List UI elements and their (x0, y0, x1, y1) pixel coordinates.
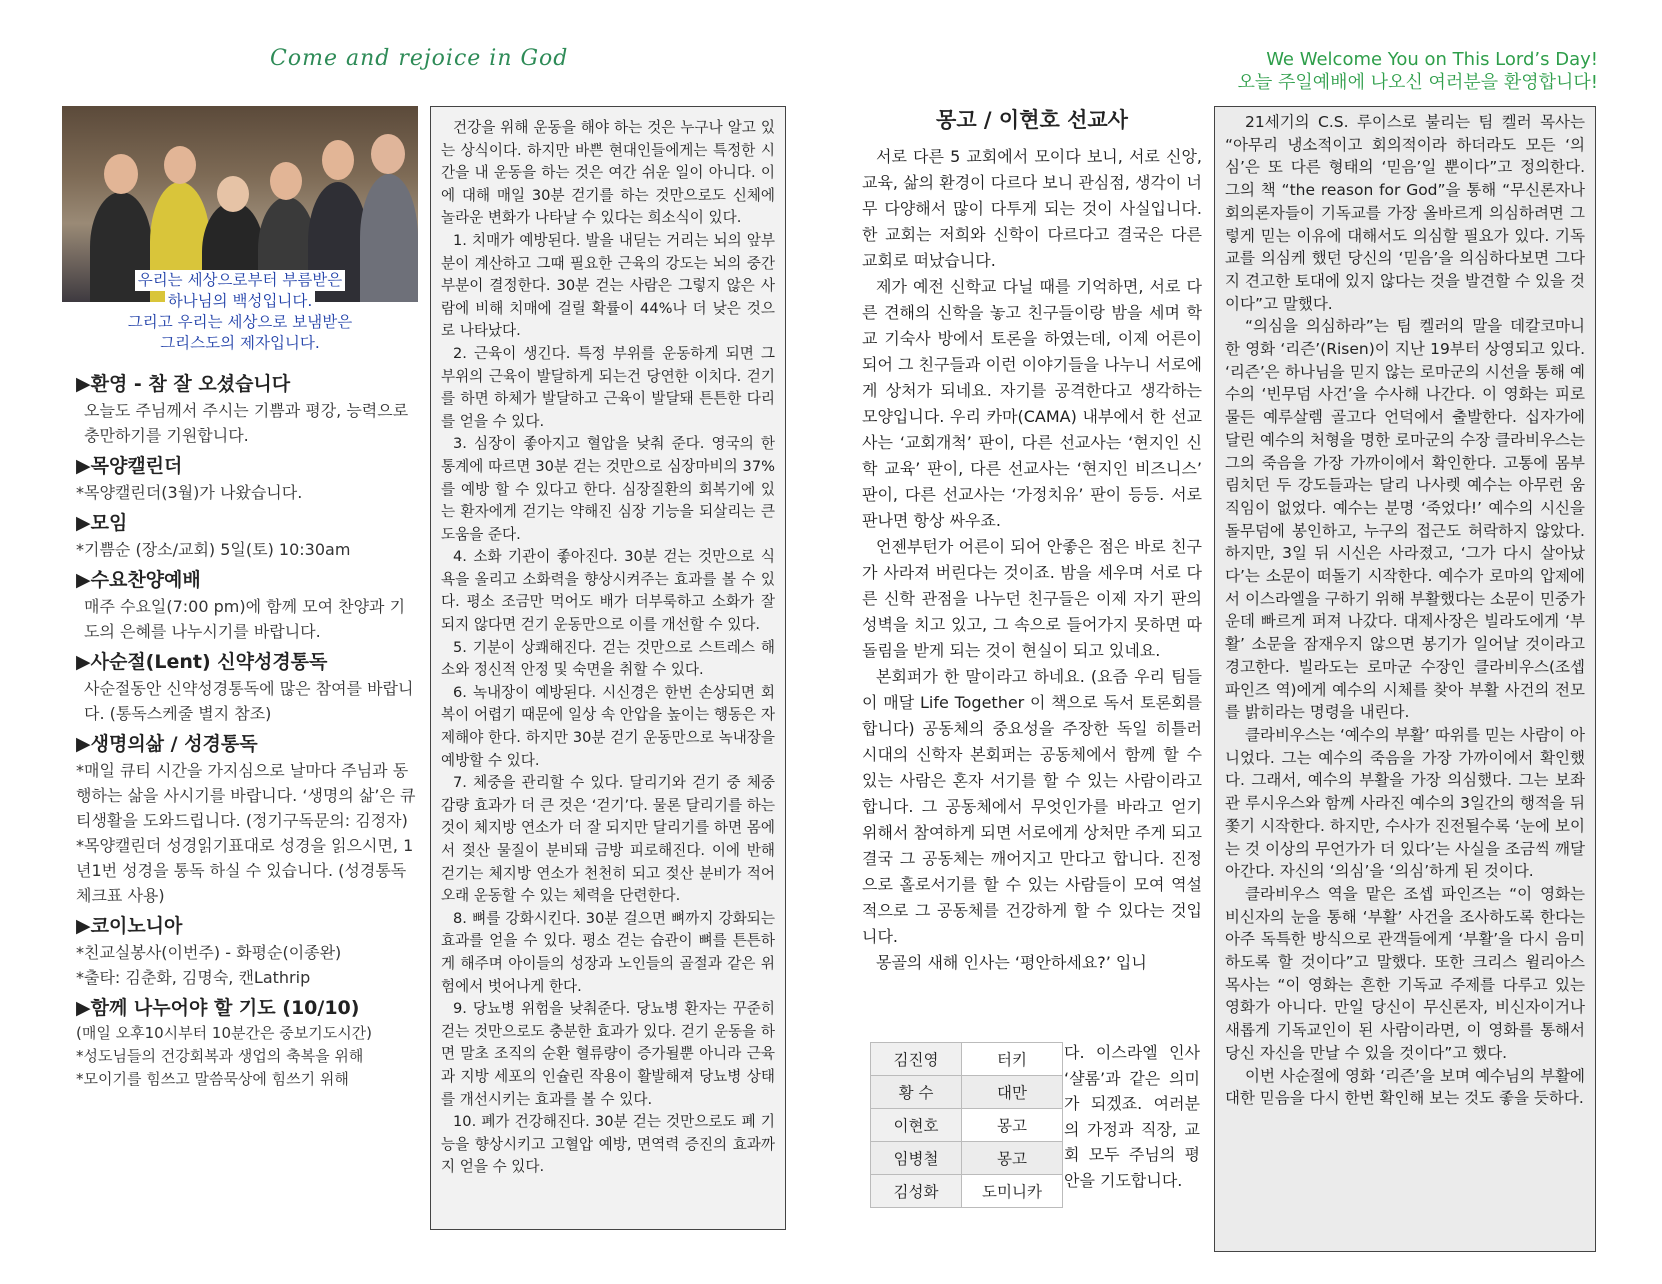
table-row (871, 1142, 1063, 1175)
missionary-country: 대만 (962, 1076, 1063, 1109)
section-body: *매일 큐티 시간을 가지심으로 날마다 주님과 동행하는 삶을 사시기를 바랍니다. ‘생명의 삶’은 큐티생활을 도와드립니다. (정기구독문의: 김정자) (76, 761, 416, 830)
section-title: ▶수요찬양예배 (76, 569, 201, 591)
missionary-country: 몽고 (962, 1142, 1063, 1175)
section-body: *성도님들의 건강회복과 생업의 축복을 위해 (76, 1047, 364, 1065)
announcements-column (76, 366, 416, 1091)
missionary-country: 몽고 (962, 1109, 1063, 1142)
section-title: ▶코이노니아 (76, 915, 183, 937)
article-paragraph: 제가 예전 신학교 다닐 때를 기억하면, 서로 다른 견해의 신학을 놓고 친구들이랑 밤을 세며 학교 기숙사 방에서 토론을 하였는데, 이제 어른이 되어 그 친구들과 이런 이야기들을 나누니 서로에게 상처가 되네요. 자기를 공격한다고 생각하는 모양입니다. 우리 카마(CAMA) 내부에서 한 선교사는 ‘교회개척’ 판이, 다른 선교사는 ‘현지인 신학 교육’ 판이, 다른 선교사는 ‘현지인 비즈니스’ 판이, 다른 선교사는 ‘가정치유’ 판이 등등. 서로 판나면 항상 싸우죠. (862, 277, 1202, 530)
risen-article-box (1214, 106, 1596, 1252)
article-paragraph: 5. 기분이 상쾌해진다. 걷는 것만으로 스트레스 해소와 정신적 안정 및 숙면을 취할 수 있다. (441, 638, 775, 679)
header-welcome (1238, 48, 1598, 94)
article-paragraph: 2. 근육이 생긴다. 특정 부위를 운동하게 되면 그 부위의 근육이 발달하게 되는건 당연한 이치다. 걷기를 하면 하체가 발달하고 근육이 발달돼 튼튼한 다리를 얻을 수 있다. (441, 344, 775, 430)
caption-line-3: 그리고 우리는 세상으로 보냄받은 (127, 313, 353, 331)
table-row (871, 1076, 1063, 1109)
article-paragraph: 1. 치매가 예방된다. 발을 내딛는 거리는 뇌의 앞부분이 계산하고 그때 필요한 근육의 강도는 뇌의 중간 부분이 결정한다. 30분 걷는 사람은 그렇지 않은 사람에 비해 치매에 걸릴 확률이 44%나 더 낮은 것으로 나타났다. (441, 231, 775, 340)
table-row (871, 1109, 1063, 1142)
section-title: ▶함께 나누어야 할 기도 (10/10) (76, 997, 360, 1019)
missionary-name: 임병철 (871, 1142, 962, 1175)
missionary-name: 황 수 (871, 1076, 962, 1109)
section-title: ▶목양캘린더 (76, 455, 183, 477)
table-row (871, 1175, 1063, 1208)
article-paragraph: 서로 다른 5 교회에서 모이다 보니, 서로 신앙, 교육, 삶의 환경이 다르다 보니 관심점, 생각이 너무 다양해서 많이 다투게 되는 것이 사실입니다. 한 교회는 저희와 신학이 다르다고 결국은 다른 교회로 떠났습니다. (862, 147, 1202, 270)
section-body: 사순절동안 신약성경통독에 많은 참여를 바랍니다. (통독스케줄 별지 참조) (84, 679, 414, 723)
mission-side-text: 다. 이스라엘 인사 ‘샬롬’과 같은 의미가 되겠죠. 여러분의 가정과 직장, 교회 모두 주님의 평안을 기도합니다. (1064, 1043, 1200, 1190)
article-paragraph: 건강을 위해 운동을 해야 하는 것은 누구나 알고 있는 상식이다. 하지만 바쁜 현대인들에게는 특정한 시간을 내 운동을 하는 것은 여간 쉬운 일이 아니다. 이에 대해 매일 30분 걷기를 하는 것만으로도 신체에 놀라운 변화가 나타날 수 있다는 희소식이 있다. (441, 119, 775, 227)
photo-caption (62, 270, 418, 354)
caption-line-1: 우리는 세상으로부터 부름받은 (135, 270, 346, 291)
section-title: ▶모임 (76, 512, 128, 534)
article-paragraph: 이번 사순절에 영화 ‘리즌’을 보며 예수님의 부활에 대한 믿음을 다시 한번 확인해 보는 것도 좋을 듯하다. (1225, 1066, 1585, 1108)
section-body: 매주 수요일(7:00 pm)에 함께 모여 찬양과 기도의 은혜를 나누시기를 바랍니다. (84, 597, 406, 641)
section-body: *모이기를 힘쓰고 말씀묵상에 힘쓰기 위해 (76, 1070, 349, 1088)
article-paragraph: 몽골의 새해 인사는 ‘평안하세요?’ 입니 (876, 953, 1147, 972)
missionary-country: 도미니카 (962, 1175, 1063, 1208)
article-paragraph: 4. 소화 기관이 좋아진다. 30분 걷는 것만으로 식욕을 올리고 소화력을 향상시켜주는 효과를 볼 수 있다. 평소 조금만 먹어도 배가 더부룩하고 소화가 잘 되지 않다면 걷기 운동만으로 이를 개선할 수 있다. (441, 548, 775, 634)
section-title: ▶생명의삶 / 성경통독 (76, 733, 258, 755)
section-body: *출타: 김춘화, 김명숙, 캔Lathrip (76, 968, 311, 987)
article-paragraph: “의심을 의심하라”는 팀 켈러의 말을 데칼코마니한 영화 ‘리즌’(Risen)이 지난 19부터 상영되고 있다. ‘리즌’은 하나님을 믿지 않는 로마군의 시선을 통해 예수의 ‘빈무덤 사건’을 수사해 나간다. 이 영화는 피로 물든 예루살렘 골고다 언덕에서 출발한다. 십자가에 달린 예수의 처형을 명한 로마군의 수장 클라비우스는 그의 죽음을 가장 가까이에서 확인한다. 고통에 몸부림치던 두 강도들과는 달리 나사렛 예수는 아무런 움직임이 없었다. 예수는 분명 ‘죽었다!’ 예수의 시신을 돌무덤에 봉인하고, 누구의 접근도 허락하지 않았다. 하지만, 3일 뒤 시신은 사라졌고, ‘그가 다시 살아났다’는 소문이 떠돌기 시작한다. 예수가 로마의 압제에서 이스라엘을 구하기 위해 부활했다는 소문이 민중가운데 빠르게 퍼져 나갔다. 대제사장은 빌라도에게 ‘부활’ 소문을 잠재우지 않으면 봉기가 일어날 것이라고 경고한다. 빌라도는 로마군 수장인 클라비우스(조셉 파인즈 역)에게 예수의 시체를 찾아 부활 사건의 전모를 밝히라는 명령을 내린다. (1225, 317, 1585, 722)
section-body: 오늘도 주님께서 주시는 기쁨과 평강, 능력으로 충만하기를 기원합니다. (84, 401, 409, 445)
article-paragraph: 7. 체중을 관리할 수 있다. 달리기와 걷기 중 체중감량 효과가 더 큰 것은 ‘걷기’다. 물론 달리기를 하는 것이 체지방 연소가 더 잘 되지만 달리기를 하면 몸에서 젖산 물질이 분비돼 금방 피로해진다. 이에 반해 걷기는 체지방 연소가 천천히 되고 젖산 분비가 적어 오래 운동할 수 있는 체력을 단련한다. (441, 774, 775, 905)
section-body: *목양캘린더(3월)가 나왔습니다. (76, 483, 303, 502)
caption-line-2: 하나님의 백성입니다. (165, 291, 316, 312)
missionary-name: 이현호 (871, 1109, 962, 1142)
article-paragraph: 본회퍼가 한 말이라고 하네요. (요즘 우리 팀들이 매달 Life Together 이 책으로 독서 토론회를 합니다) 공동체의 중요성을 주장한 독일 히틀러 시대의 신학자 본회퍼는 공동체에서 함께 할 수 있는 사람은 혼자 서기를 할 수 있는 사람이라고 합니다. 그 공동체에서 무엇인가를 바라고 얻기 위해서 참여하게 되면 서로에게 상처만 주게 되고 결국 그 공동체는 깨어지고 만다고 합니다. 진정으로 홀로서기를 할 수 있는 사람들이 모여 역설적으로 그 공동체를 건강하게 할 수 있다는 것입니다. (862, 667, 1202, 946)
mission-title: 몽고 / 이현호 선교사 (936, 108, 1128, 132)
mission-article (862, 144, 1202, 976)
section-body: *친교실봉사(이번주) - 화평순(이종완) (76, 943, 342, 962)
article-paragraph: 클라비우스 역을 맡은 조셉 파인즈는 “이 영화는 비신자의 눈을 통해 ‘부활’ 사건을 조사하도록 한다는 아주 독특한 방식으로 관객들에게 ‘부활’을 다시 음미하도록 할 것이다”고 말했다. 또한 크리스 윌리아스 목사는 “이 영화는 흔한 기독교 주제를 다루고 있는 영화가 아니다. 만일 당신이 무신론자, 비신자이거나 새롭게 기독교인이 된 사람이라면, 이 영화를 통해서 당신 자신을 만날 수 있을 것이다”고 했다. (1225, 884, 1585, 1062)
section-body: *목양캘린더 성경읽기표대로 성경을 읽으시면, 1년1번 성경을 통독 하실 수 있습니다. (성경통독 체크표 사용) (76, 836, 414, 905)
section-title: ▶환영 - 참 잘 오셨습니다 (76, 373, 291, 395)
header-motto: Come and rejoice in God (270, 46, 569, 71)
article-paragraph: 언젠부턴가 어른이 되어 안좋은 점은 바로 친구가 사라져 버린다는 것이죠. 밤을 세우며 서로 다른 신학 관점을 나누던 친구들은 이제 자기 판의 성벽을 치고 있고, 그 속으로 들어가지 못하면 따돌림을 받게 되는 것이 현실이 되고 있네요. (862, 537, 1202, 660)
article-paragraph: 21세기의 C.S. 루이스로 불리는 팀 켈러 목사는 “아무리 냉소적이고 회의적이라 하더라도 모든 ‘의심’은 또 다른 형태의 ‘믿음’일 뿐이다”고 정의한다. 그의 책 “the reason for God”을 통해 “무신론자나 회의론자들이 기독교를 가장 올바르게 의심하려면 그렇게 믿는 이유에 대해서도 의심할 필요가 있다. 기독교를 의심케 했던 당신의 ‘믿음’을 의심하다보면 그다지 견고한 토대에 있지 않다는 것을 발견할 수 있을 것이다”고 말했다. (1225, 113, 1585, 313)
welcome-korean: 오늘 주일예배에 나오신 여러분을 환영합니다! (1237, 72, 1598, 93)
article-paragraph: 클라비우스는 ‘예수의 부활’ 따위를 믿는 사람이 아니었다. 그는 예수의 죽음을 가장 가까이에서 확인했다. 그래서, 예수의 부활을 가장 의심했다. 그는 보좌관 루시우스와 함께 사라진 예수의 3일간의 행적을 뒤쫓기 시작한다. 하지만, 수사가 진전될수록 ‘눈에 보이는 것 이상의 무언가가 더 있다’는 사실을 조금씩 깨달아간다. 자신의 ‘의심’을 ‘의심’하게 된 것이다. (1225, 725, 1585, 881)
article-paragraph: 6. 녹내장이 예방된다. 시신경은 한번 손상되면 회복이 어렵기 때문에 일상 속 안압을 높이는 행동은 자제해야 한다. 하지만 30분 걷기 운동만으로 녹내장을 예방할 수 있다. (441, 683, 775, 769)
section-body: (매일 오후10시부터 10분간은 중보기도시간) (76, 1024, 373, 1042)
table-row (871, 1043, 1063, 1076)
missionary-table (870, 1042, 1063, 1208)
article-paragraph: 10. 폐가 건강해진다. 30분 걷는 것만으로도 폐 기능을 향상시키고 고혈압 예방, 면역력 증진의 효과까지 얻을 수 있다. (441, 1113, 775, 1176)
caption-line-4: 그리스도의 제자입니다. (160, 334, 320, 352)
missionary-name: 김성화 (871, 1175, 962, 1208)
section-body: *기쁨순 (장소/교회) 5일(토) 10:30am (76, 540, 351, 559)
article-paragraph: 8. 뼈를 강화시킨다. 30분 걸으면 뼈까지 강화되는 효과를 얻을 수 있다. 평소 걷는 습관이 뼈를 튼튼하게 해주며 아이들의 성장과 노인들의 골절과 같은 위험에서 벗어나게 한다. (441, 909, 775, 995)
article-paragraph: 3. 심장이 좋아지고 혈압을 낮춰 준다. 영국의 한 통계에 따르면 30분 걷는 것만으로 심장마비의 37%를 예방 할 수 있다고 한다. 심장질환의 회복기에 있는 환자에게 걷기는 약해진 심장 기능을 되살리는 큰 도움을 준다. (441, 435, 775, 543)
missionary-name: 김진영 (871, 1043, 962, 1076)
missionary-country: 터키 (962, 1043, 1063, 1076)
article-paragraph: 9. 당뇨병 위험을 낮춰준다. 당뇨병 환자는 꾸준히 걷는 것만으로도 충분한 효과가 있다. 걷기 운동을 하면 말초 조직의 순환 혈류량이 증가될뿐 아니라 근육과 지방 세포의 인슐린 작용이 활발해져 당뇨병 상태를 개선시키는 효과를 볼 수 있다. (441, 1000, 775, 1108)
welcome-english: We Welcome You on This Lord’s Day! (1266, 49, 1598, 70)
section-title: ▶사순절(Lent) 신약성경통독 (76, 651, 328, 673)
health-article-box (430, 106, 786, 1230)
